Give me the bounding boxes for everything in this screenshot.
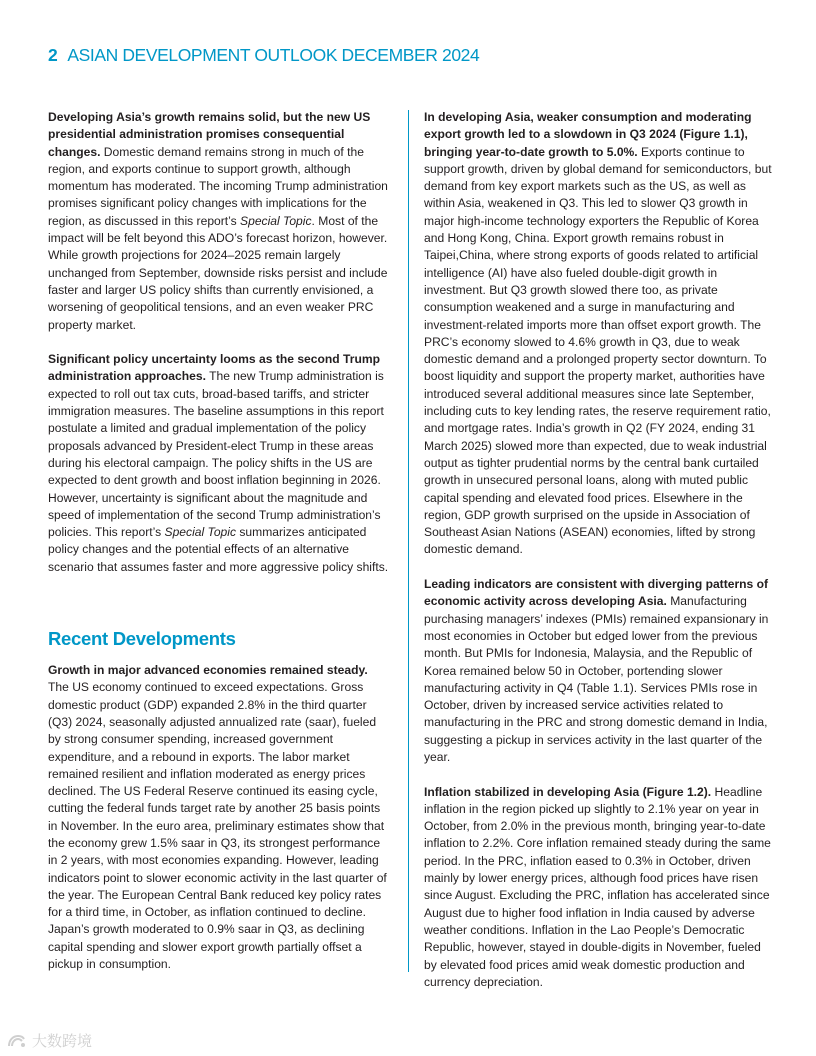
paragraph-lead: Significant policy uncertainty looms as the second Trump administration approaches. [48,352,380,384]
paragraph-text: Headline inflation in the region picked up slightly to 2.1% year on year in October, from 2.0% in the previous month, bringing year-to-date inflation to 2.2%. Core inflation remained steady during the same period. In the PRC, inflation eased to 0.3% in October, driven mainly by lower energy prices, although food prices have risen since August. Excluding the PRC, inflation has accelerated since August due to higher food inflation in India caused by adverse weather conditions. Inflation in the Lao People’s Democratic Republic, however, stayed in double-digits in November, fueled by elevated food prices amid weak domestic production and currency depreciation. [424,784,771,989]
paragraph-text: Domestic demand remains strong in much of the region, and exports continue to support growth, although momentum has moderated. The incoming Trump administration promises significant policy changes with implications for the region, as discussed in this report’s [48,144,388,228]
running-header [48,45,479,66]
paragraph-advanced-economies: The US economy continued to exceed expectations. Gross domestic product (GDP) expanded 2.8% in the third quarter (Q3) 2024, seasonally adjusted annualized rate (saar), fueled by strong consumer spending, increased government expenditure, and a rebound in exports. The labor market remained resilient and inflation moderated as energy prices declined. The US Federal Reserve continued its easing cycle, cutting the federal funds target rate by another 25 basis points in November. In the euro area, preliminary estimates show that the economy grew 1.5% saar in Q3, its strongest performance in 2 years, with most economies expanding. However, leading indicators point to slower economic activity in the last quarter of the year. The European Central Bank reduced key policy rates for a third time, in October, as inflation continued to decline. Japan’s growth moderated to 0.9% saar in Q3, as declining capital spending and slower export growth partially offset a pickup in consumption. [48,680,387,972]
column-divider [408,110,409,972]
paragraph-inflation [424,784,772,992]
subheading-advanced-economies: Growth in major advanced economies remained steady. [48,663,368,678]
paragraph-q3-slowdown [424,109,772,559]
paragraph-lead: Leading indicators are consistent with diverging patterns of economic activity across developing Asia. [424,577,769,609]
paragraph-text: summarizes anticipated policy changes and the potential effects of an alternative scenario that assumes faster and more aggressive policy shifts. [48,525,389,574]
paragraph-policy-uncertainty [48,351,392,576]
left-column [48,109,392,973]
paragraph-lead: In developing Asia, weaker consumption and moderating export growth led to a slowdown in Q3 2024 (Figure 1.1), bringing year-to-date growth to 5.0%. [424,110,752,159]
watermark-text: 大数跨境 [32,1033,93,1050]
report-title: ASIAN DEVELOPMENT OUTLOOK DECEMBER 2024 [67,45,480,65]
paragraph-lead: Developing Asia’s growth remains solid, but the new US presidential administration promises consequential changes. [48,110,371,159]
page-number: 2 [48,45,58,65]
right-column [424,109,772,1008]
paragraph-text: The new Trump administration is expected to roll out tax cuts, broad-based tariffs, and stricter immigration measures. The baseline assumptions in this report postulate a limited and gradual implementation of the policy proposals advanced by President-elect Trump in these areas during his electoral campaign. The policy shifts in the US are expected to dent growth and boost inflation beginning in 2026. However, uncertainty is significant about the magnitude and speed of implementation of the second Trump administration’s policies. This report’s [48,369,384,540]
special-topic-ref: Special Topic [164,525,237,540]
paragraph-text: Exports continue to support growth, driven by global demand for semiconductors, but demand from key export markets such as the US, as well as within Asia, weakened in Q3. This led to slower Q3 growth in major high-income technology exporters the Republic of Korea and Hong Kong, China. Export growth remains robust in Taipei,China, where strong exports of goods related to artificial intelligence (AI) have also fueled double-digit growth in investment. But Q3 growth slowed there too, as private consumption weakened and a surge in manufacturing and investment-related imports more than offset export growth. The PRC’s economy slowed to 4.6% growth in Q3, due to weak domestic demand and a prolonged property sector downturn. To boost liquidity and support the property market, authorities have introduced several additional measures since late September, including cuts to key lending rates, the reserve requirement ratio, and mortgage rates. India’s growth in Q2 (FY 2024, ending 31 March 2025) slowed more than expected, due to weak industrial output as tighter prudential norms by the central bank curtailed growth in unsecured personal loans, along with muted public capital spending and elevated food prices. Elsewhere in the region, GDP growth surprised on the upside in Association of Southeast Asian Nations (ASEAN) economies, lifted by strong domestic demand. [424,144,772,557]
special-topic-ref: Special Topic [240,213,312,228]
paragraph-leading-indicators [424,576,772,766]
paragraph-text: Manufacturing purchasing managers’ indexes (PMIs) remained expansionary in most economies in October but edged lower from the previous month. But PMIs for Indonesia, Malaysia, and the Republic of Korea remained below 50 in October, portending slower manufacturing activity in Q4 (Table 1.1). Services PMIs rose in October, driven by increased service activities related to manufacturing in the PRC and strong domestic demand in India, suggesting a pickup in services activity in the last quarter of the year. [424,594,769,764]
section-title-recent-developments: Recent Developments [48,628,236,650]
paragraph-growth-solid [48,109,392,334]
paragraph-text: . Most of the impact will be felt beyond this ADO’s forecast horizon, however. While growth projections for 2024–2025 remain largely unchanged from September, downside risks persist and include faster and larger US policy shifts than currently envisioned, a worsening of geopolitical tensions, and an even weaker PRC property market. [48,213,388,332]
watermark-logo-icon [6,1032,28,1050]
watermark [6,1030,92,1051]
paragraph-lead: Inflation stabilized in developing Asia (Figure 1.2). [424,784,712,799]
